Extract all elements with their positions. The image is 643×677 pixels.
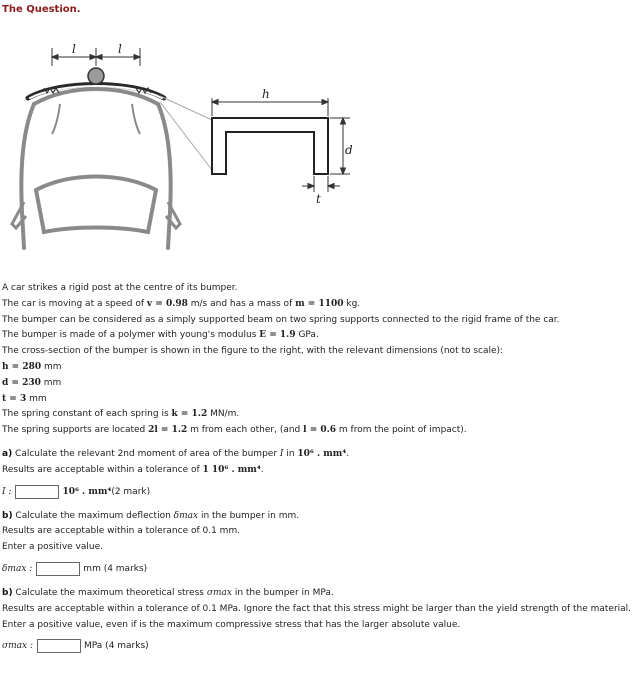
hood-line-right (132, 104, 140, 134)
intro-line: A car strikes a rigid post at the centre of its bumper. (2, 283, 238, 293)
answer-b-label: δmax : (2, 563, 33, 574)
answer-a-row (2, 482, 638, 502)
answer-a-unit: 10⁶ . mm⁴ (62, 486, 112, 497)
h-dimension (212, 98, 328, 116)
answer-a-marks: (2 mark) (111, 486, 151, 497)
label-h: h (262, 87, 270, 101)
label-l-right: l (118, 42, 122, 56)
answer-b-input[interactable] (36, 562, 80, 576)
l-dimension (52, 48, 140, 66)
answer-c-unit: MPa (4 marks) (84, 641, 149, 652)
intro-line: The cross-section of the bumper is shown in the figure to the right, with the relevant dimensions (not to scale): (2, 346, 504, 357)
dim-d: d = 230 mm (2, 377, 62, 388)
intro-line: The spring supports are located 2l = 1.2 m from each other, (and l = 0.6 m from the point of impact). (2, 425, 467, 436)
answer-c-input[interactable] (37, 639, 81, 653)
question-b-tolerance: Results are acceptable within a tolerance of 0.1 mm. (2, 526, 241, 537)
answer-c-label: σmax : (2, 641, 34, 652)
label-l-left: l (72, 42, 76, 56)
dim-h: h = 280 mm (2, 361, 62, 372)
answer-a-input[interactable] (15, 485, 59, 499)
question-c-tolerance: Results are acceptable within a tolerance of 0.1 MPa. Ignore the fact that this stress might be larger than the yield strength of the material. (2, 603, 632, 614)
question-a-text: a) Calculate the relevant 2nd moment of area of the bumper I in 10⁶ . mm⁴. (2, 448, 350, 459)
question-c-note: Enter a positive value, even if is the maximum compressive stress that has the larger absolute value. (2, 619, 461, 630)
answer-c-row (2, 636, 638, 656)
intro-line: The bumper is made of a polymer with young's modulus E = 1.9 GPa. (2, 330, 319, 341)
answer-b-row (2, 559, 638, 579)
leader-line-top (160, 96, 212, 120)
bumper-figure (0, 22, 380, 257)
intro-line: The car is moving at a speed of v = 0.98 m/s and has a mass of m = 1100 kg. (2, 298, 361, 309)
question-a-tolerance: Results are acceptable within a tolerance of 1 10⁶ . mm⁴. (2, 464, 264, 475)
answer-a-label: I : (2, 486, 12, 497)
label-t: t (316, 192, 321, 206)
dim-t: t = 3 mm (2, 393, 47, 404)
question-b-text: b) Calculate the maximum deflection δmax in the bumper in mm. (2, 510, 300, 521)
question-body (2, 281, 638, 659)
rigid-post (88, 68, 104, 84)
bumper-cross-section (212, 118, 328, 174)
answer-b-unit: mm (4 marks) (83, 563, 148, 574)
label-d: d (345, 143, 353, 157)
question-b-note: Enter a positive value. (2, 542, 103, 553)
t-dimension (302, 176, 340, 192)
intro-line: The spring constant of each spring is k = 1.2 MN/m. (2, 409, 240, 420)
windshield (36, 177, 156, 233)
intro-line: The bumper can be considered as a simply supported beam on two spring supports connected to the rigid frame of the car. (2, 314, 560, 325)
hood-line-left (52, 104, 60, 134)
question-c-text: b) Calculate the maximum theoretical stress σmax in the bumper in MPa. (2, 587, 334, 598)
page-title: The Question. (2, 4, 81, 15)
